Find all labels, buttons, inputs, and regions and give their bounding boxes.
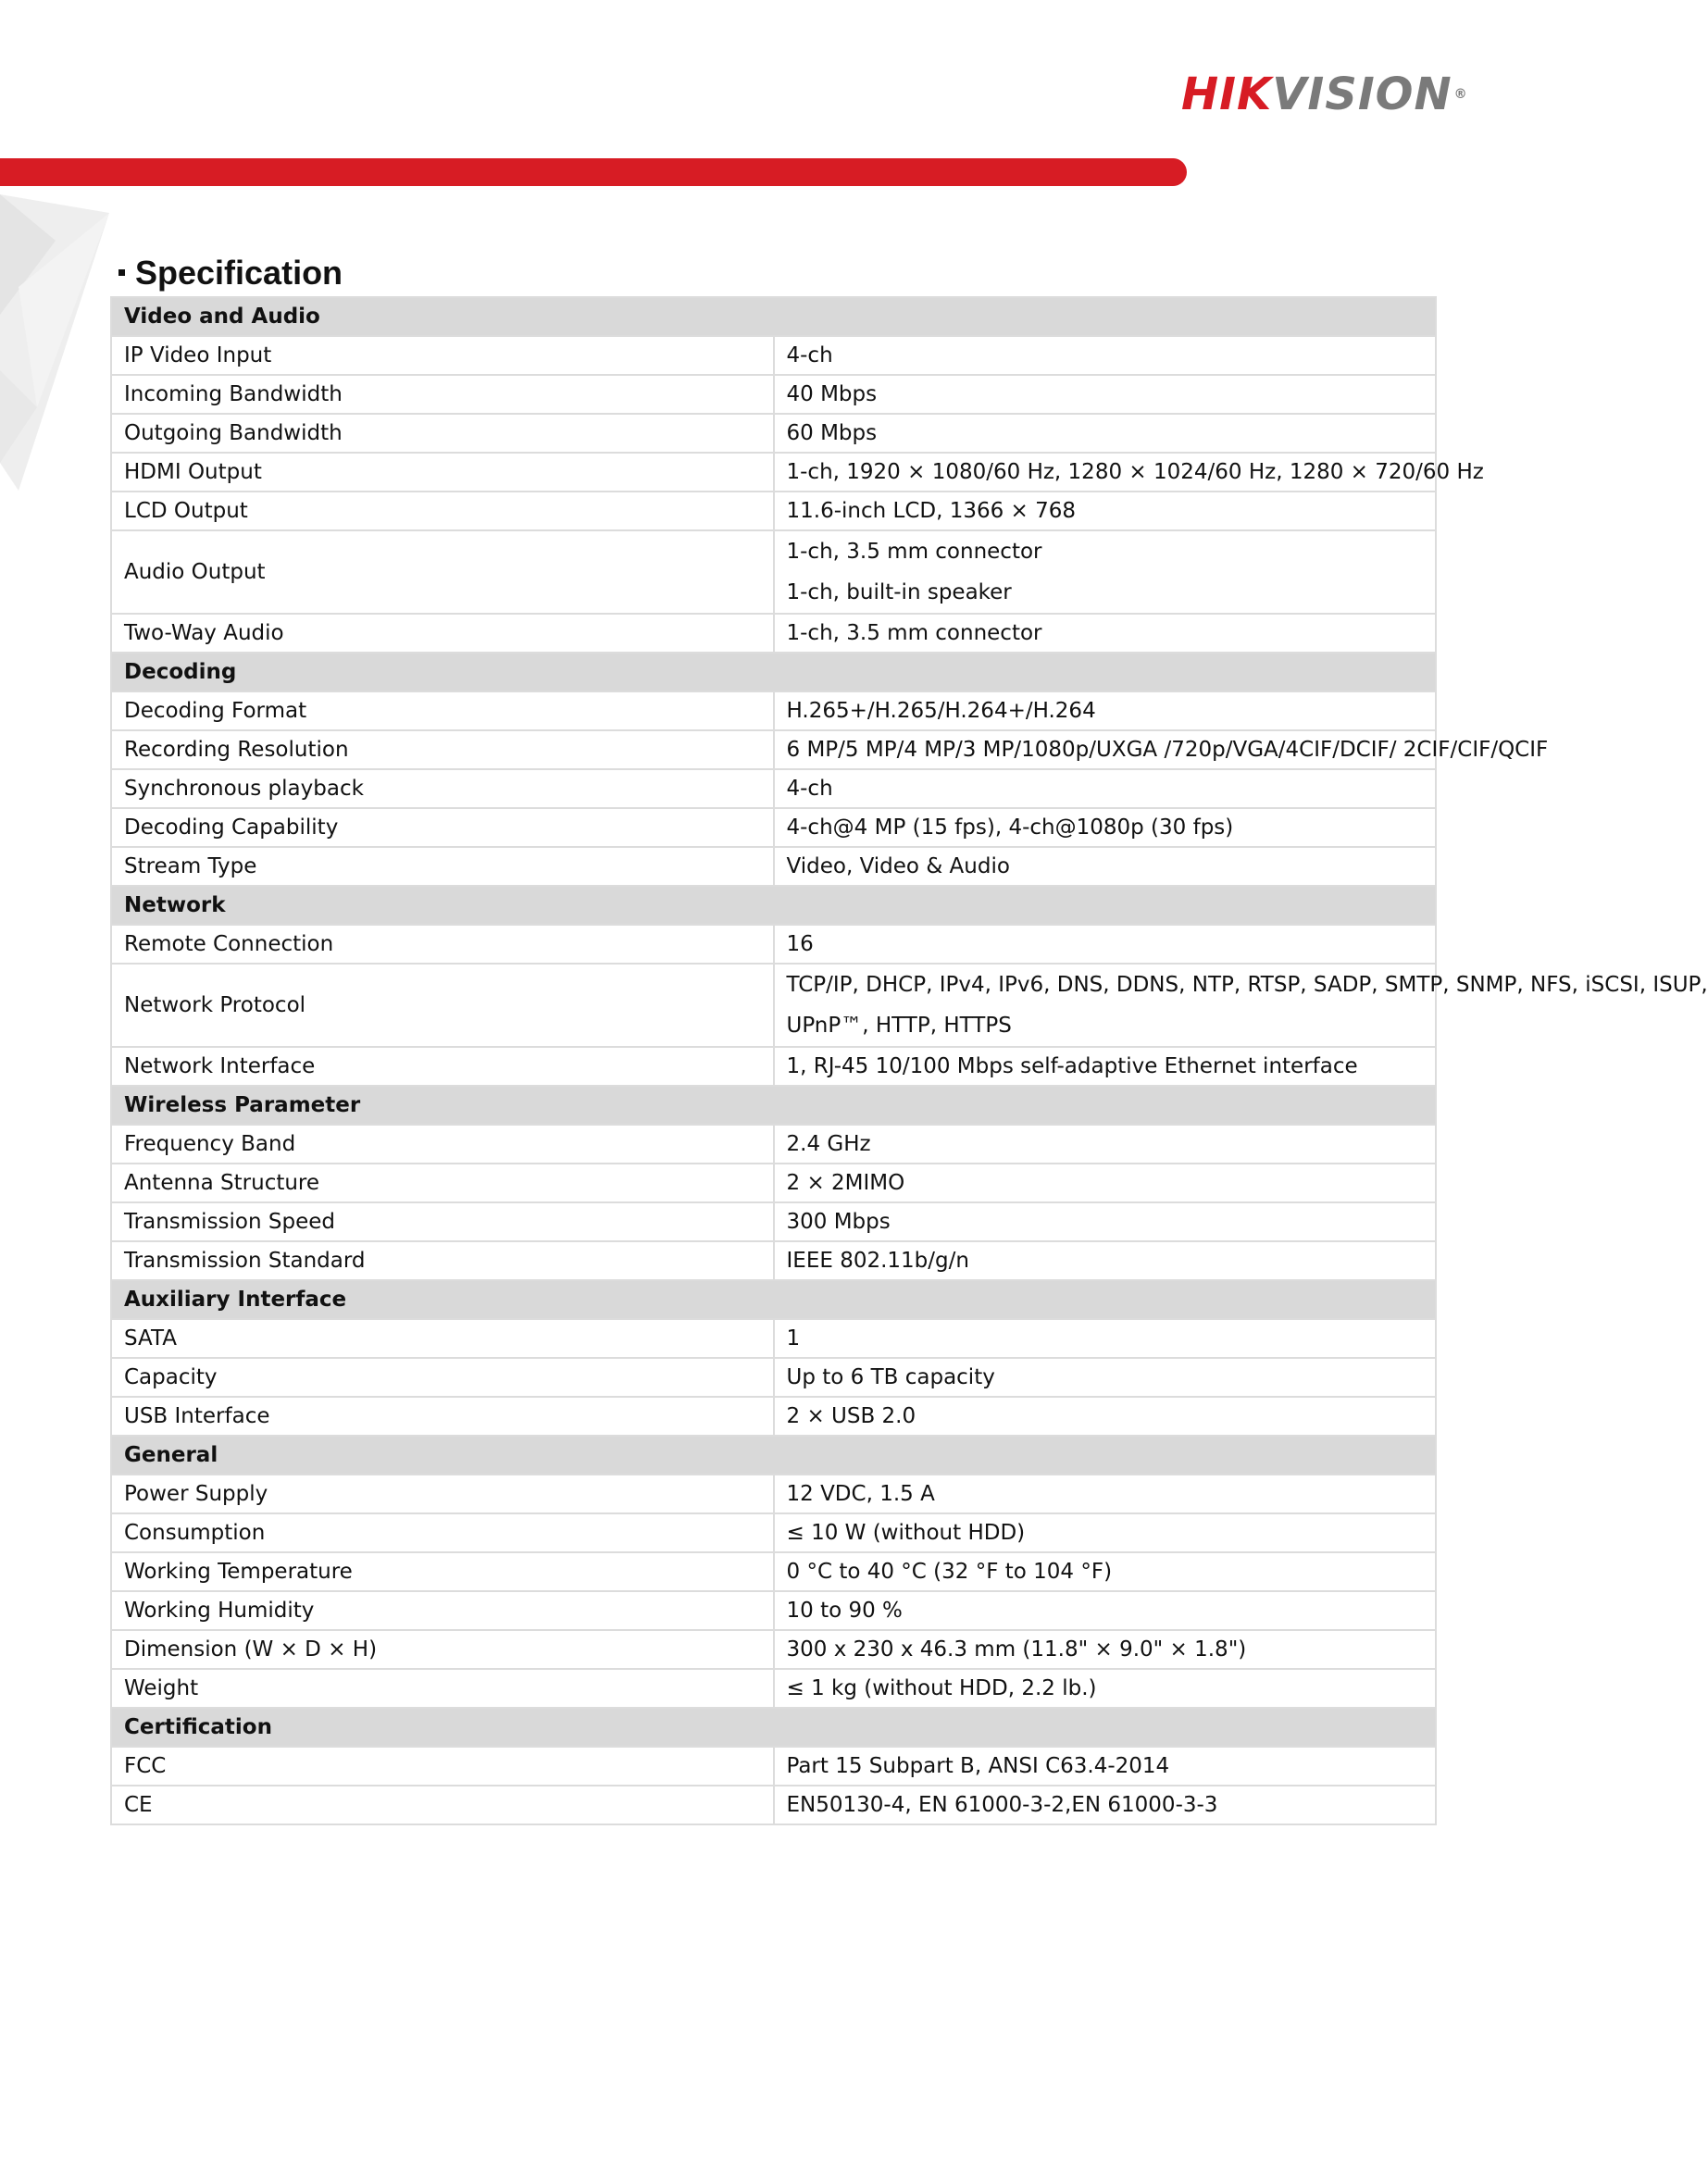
spec-value <box>774 414 1437 453</box>
spec-value <box>774 1397 1437 1436</box>
spec-label: Recording Resolution <box>111 730 774 769</box>
spec-value <box>774 1202 1437 1241</box>
spec-value <box>774 730 1549 769</box>
spec-value <box>774 1552 1437 1591</box>
spec-label: Remote Connection <box>111 925 774 964</box>
spec-label: SATA <box>111 1319 774 1358</box>
table-row <box>111 847 1436 886</box>
section-header-row <box>111 1436 1436 1475</box>
spec-label: Synchronous playback <box>111 769 774 808</box>
spec-value-line: 16 <box>786 932 814 956</box>
spec-value <box>774 1125 1437 1164</box>
spec-value-line: 4-ch@4 MP (15 fps), 4-ch@1080p (30 fps) <box>786 815 1234 840</box>
table-row <box>111 336 1436 375</box>
spec-label: Two-Way Audio <box>111 614 774 653</box>
table-row <box>111 925 1436 964</box>
spec-label: Consumption <box>111 1513 774 1552</box>
spec-value-line: Up to 6 TB capacity <box>786 1365 995 1389</box>
section-title: Wireless Parameter <box>111 1086 1436 1125</box>
table-row <box>111 1747 1436 1786</box>
spec-label: Decoding Format <box>111 691 774 730</box>
spec-value <box>774 530 1437 614</box>
spec-value-line: Video, Video & Audio <box>786 854 1010 878</box>
spec-value <box>774 1669 1437 1708</box>
spec-value-line: 2.4 GHz <box>786 1132 871 1156</box>
spec-label: Decoding Capability <box>111 808 774 847</box>
spec-value <box>774 769 1437 808</box>
table-row <box>111 1319 1436 1358</box>
spec-value-line: 2 × 2MIMO <box>786 1171 905 1195</box>
table-row <box>111 375 1436 414</box>
spec-label: Audio Output <box>111 530 774 614</box>
spec-label: HDMI Output <box>111 453 774 492</box>
spec-value <box>774 847 1437 886</box>
spec-value-line: 0 °C to 40 °C (32 °F to 104 °F) <box>786 1560 1113 1584</box>
spec-value-line: 40 Mbps <box>786 382 878 406</box>
table-row <box>111 1475 1436 1513</box>
spec-value <box>774 1513 1437 1552</box>
spec-label: Network Interface <box>111 1047 774 1086</box>
spec-value-line: 10 to 90 % <box>786 1599 903 1623</box>
table-row <box>111 414 1436 453</box>
section-header-row <box>111 297 1436 336</box>
spec-table <box>110 296 1708 1825</box>
section-header-row <box>111 886 1436 925</box>
table-row <box>111 492 1436 530</box>
spec-value-line: 11.6-inch LCD, 1366 × 768 <box>786 499 1077 523</box>
registered-mark: ® <box>1453 87 1468 102</box>
spec-value-line: 1-ch, 1920 × 1080/60 Hz, 1280 × 1024/60 Hz, 1280 × 720/60 Hz <box>786 460 1484 484</box>
table-row <box>111 1669 1436 1708</box>
page-title <box>118 250 343 296</box>
table-row <box>111 1164 1436 1202</box>
section-title: Video and Audio <box>111 297 1436 336</box>
section-header-row <box>111 1280 1436 1319</box>
table-row <box>111 1552 1436 1591</box>
spec-label: LCD Output <box>111 492 774 530</box>
spec-value <box>774 925 1437 964</box>
spec-value-line: 2 × USB 2.0 <box>786 1404 916 1428</box>
spec-value <box>774 1630 1437 1669</box>
spec-label: CE <box>111 1786 774 1824</box>
page-title-text: Specification <box>135 254 343 292</box>
spec-value <box>774 1358 1437 1397</box>
spec-value-line: 4-ch <box>786 343 833 367</box>
spec-label: Network Protocol <box>111 964 774 1047</box>
table-row <box>111 530 1436 614</box>
table-row <box>111 1397 1436 1436</box>
spec-value-line: IEEE 802.11b/g/n <box>786 1249 969 1273</box>
spec-value <box>774 1319 1437 1358</box>
spec-label: Incoming Bandwidth <box>111 375 774 414</box>
spec-value-line: Part 15 Subpart B, ANSI C63.4-2014 <box>786 1754 1170 1778</box>
spec-value-line: 1-ch, 3.5 mm connector <box>786 540 1042 564</box>
section-header-row <box>111 1086 1436 1125</box>
spec-value <box>774 691 1437 730</box>
table-row <box>111 1047 1436 1086</box>
section-header-row <box>111 653 1436 691</box>
section-title: Decoding <box>111 653 1436 691</box>
section-title: Certification <box>111 1708 1436 1747</box>
table-row <box>111 453 1436 492</box>
spec-value-line: 6 MP/5 MP/4 MP/3 MP/1080p/UXGA /720p/VGA/4CIF/DCIF/ 2CIF/CIF/QCIF <box>786 738 1549 762</box>
spec-label: Dimension (W × D × H) <box>111 1630 774 1669</box>
spec-value-line: UPnP™, HTTP, HTTPS <box>786 1014 1012 1038</box>
table-row <box>111 1513 1436 1552</box>
spec-label: Power Supply <box>111 1475 774 1513</box>
table-row <box>111 730 1436 769</box>
spec-label: Capacity <box>111 1358 774 1397</box>
spec-value-line: 1 <box>786 1326 801 1351</box>
bullet-icon <box>118 269 125 276</box>
spec-value <box>774 1591 1437 1630</box>
table-row <box>111 614 1436 653</box>
spec-value <box>774 1747 1437 1786</box>
table-row <box>111 691 1436 730</box>
spec-value-line: TCP/IP, DHCP, IPv4, IPv6, DNS, DDNS, NTP, RTSP, SADP, SMTP, SNMP, NFS, iSCSI, ISUP, <box>786 973 1708 997</box>
spec-value-line: 60 Mbps <box>786 421 878 445</box>
spec-value-line: H.265+/H.265/H.264+/H.264 <box>786 699 1096 723</box>
spec-value <box>774 336 1437 375</box>
spec-value <box>774 964 1708 1047</box>
hikvision-logo <box>1181 68 1468 120</box>
spec-value-line: ≤ 1 kg (without HDD, 2.2 lb.) <box>786 1676 1097 1700</box>
spec-label: Frequency Band <box>111 1125 774 1164</box>
spec-value-line: 1-ch, built-in speaker <box>786 580 1012 604</box>
logo-text-red: HIK <box>1181 68 1273 120</box>
spec-value <box>774 808 1437 847</box>
section-title: General <box>111 1436 1436 1475</box>
table-row <box>111 1591 1436 1630</box>
spec-label: IP Video Input <box>111 336 774 375</box>
spec-label: USB Interface <box>111 1397 774 1436</box>
section-title: Network <box>111 886 1436 925</box>
spec-value <box>774 492 1437 530</box>
spec-label: Antenna Structure <box>111 1164 774 1202</box>
spec-label: Working Temperature <box>111 1552 774 1591</box>
spec-value <box>774 1786 1437 1824</box>
spec-label: Weight <box>111 1669 774 1708</box>
spec-value <box>774 1047 1437 1086</box>
spec-value-line: ≤ 10 W (without HDD) <box>786 1521 1026 1545</box>
table-row <box>111 808 1436 847</box>
table-row <box>111 1125 1436 1164</box>
spec-value <box>774 614 1437 653</box>
table-row <box>111 1358 1436 1397</box>
decorative-graphic <box>0 185 120 500</box>
spec-table-body <box>111 297 1708 1824</box>
table-row <box>111 769 1436 808</box>
spec-value <box>774 375 1437 414</box>
spec-value-line: 1, RJ-45 10/100 Mbps self-adaptive Ethernet interface <box>786 1054 1358 1078</box>
section-header-row <box>111 1708 1436 1747</box>
logo-text-grey: VISION <box>1272 68 1452 120</box>
spec-value-line: 300 x 230 x 46.3 mm (11.8" × 9.0" × 1.8") <box>786 1637 1247 1662</box>
spec-label: Transmission Speed <box>111 1202 774 1241</box>
spec-value-line: 300 Mbps <box>786 1210 891 1234</box>
spec-label: Working Humidity <box>111 1591 774 1630</box>
table-row <box>111 964 1436 1047</box>
spec-value <box>774 1475 1437 1513</box>
spec-value-line: EN50130-4, EN 61000-3-2,EN 61000-3-3 <box>786 1793 1218 1817</box>
spec-value-line: 4-ch <box>786 777 833 801</box>
table-row <box>111 1202 1436 1241</box>
spec-value <box>774 1241 1437 1280</box>
spec-label: Outgoing Bandwidth <box>111 414 774 453</box>
spec-value <box>774 1164 1437 1202</box>
spec-value <box>774 453 1484 492</box>
spec-label: Transmission Standard <box>111 1241 774 1280</box>
header-red-bar <box>0 158 1187 186</box>
table-row <box>111 1241 1436 1280</box>
spec-label: Stream Type <box>111 847 774 886</box>
spec-value-line: 12 VDC, 1.5 A <box>786 1482 935 1506</box>
spec-value-line: 1-ch, 3.5 mm connector <box>786 621 1042 645</box>
section-title: Auxiliary Interface <box>111 1280 1436 1319</box>
table-row <box>111 1786 1436 1824</box>
spec-label: FCC <box>111 1747 774 1786</box>
table-row <box>111 1630 1436 1669</box>
